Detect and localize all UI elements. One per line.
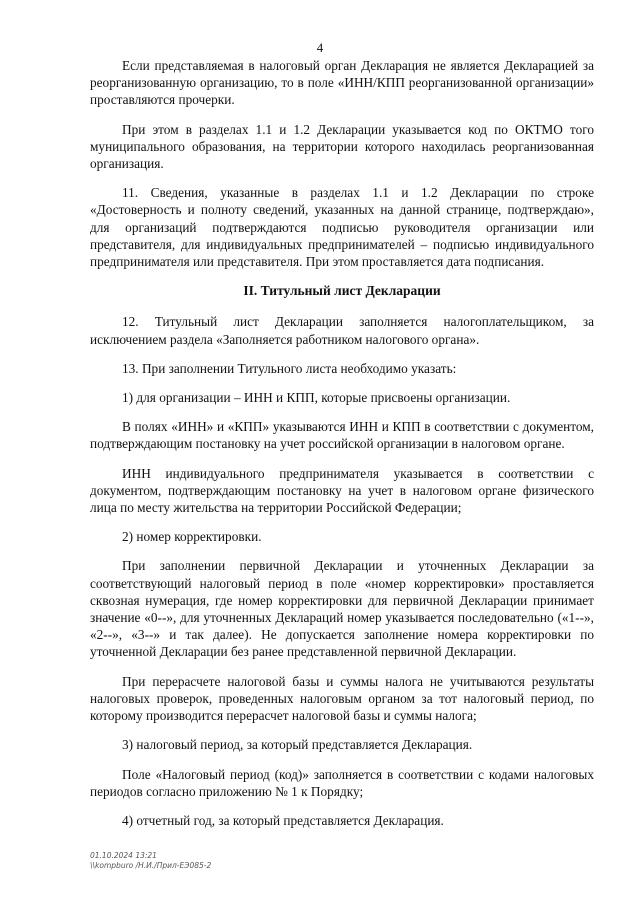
paragraph: 13. При заполнении Титульного листа необходимо указать: — [122, 360, 457, 376]
paragraph: Поле «Налоговый период (код)» заполняется в соответствии с кодами налоговых периодов согласно приложению № 1 к Порядку; — [90, 766, 594, 799]
paragraph: Если представляемая в налоговый орган Декларация не является Декларацией за реорганизованную организацию, то в поле «ИНН/КПП реорганизованной организации» проставляются прочерки. — [90, 58, 594, 108]
document-footer — [90, 851, 211, 871]
paragraph: В полях «ИНН» и «КПП» указываются ИНН и КПП в соответствии с документом, подтверждающим постановку на учет российской организации в налоговом органе. — [90, 419, 594, 452]
footer-file-path: \\kompburo /Н.И./Прил-ЕЭ085-2 — [90, 861, 212, 870]
section-heading: II. Титульный лист Декларации — [243, 283, 441, 299]
paragraph: При перерасчете налоговой базы и суммы налога не учитываются результаты налоговых проверок, проведенных налоговым органом за тот налоговый период, по которому производится перерасчет налоговой базы и суммы налога; — [90, 673, 594, 724]
paragraph: При этом в разделах 1.1 и 1.2 Декларации указывается код по ОКТМО того муниципального образования, на территории которого находилась реорганизованная организация. — [90, 121, 594, 172]
paragraph: ИНН индивидуального предпринимателя указывается в соответствии с документом, подтверждающим постановку на учет в налоговом органе физического лица по месту жительства на территории Российской Федерации; — [90, 465, 594, 516]
paragraph: 11. Сведения, указанные в разделах 1.1 и 1.2 Декларации по строке «Достоверность и полноту сведений, указанных на данной странице, подтверждаю», для организаций подтверждаются подписью руководителя организации или представителя, для индивидуальных предпринимателей – подписью индивидуального предпринимателя или представителя. При этом проставляется дата подписания. — [90, 185, 594, 270]
footer-timestamp: 01.10.2024 13:21 — [90, 851, 157, 860]
paragraph: При заполнении первичной Декларации и уточненных Декларации за соответствующий налоговый период в поле «номер корректировки» проставляется сквозная нумерация, где номер корректировки для первичной Декларации принимает значение «0--», для уточненных Деклараций номер указывается последовательно («1--», «2--», «3--» и так далее). Не допускается заполнение номера корректировки по уточненной Декларации без ранее представленной первичной Декларации. — [90, 558, 594, 660]
page-number: 4 — [316, 40, 324, 55]
paragraph: 1) для организации – ИНН и КПП, которые присвоены организации. — [122, 390, 511, 406]
paragraph: 2) номер корректировки. — [122, 529, 262, 545]
paragraph: 12. Титульный лист Декларации заполняется налогоплательщиком, за исключением раздела «Заполняется работником налогового органа». — [90, 314, 594, 347]
paragraph: 4) отчетный год, за который представляется Декларация. — [122, 812, 444, 828]
paragraph: 3) налоговый период, за который представляется Декларация. — [122, 737, 473, 753]
document-body — [90, 57, 594, 841]
